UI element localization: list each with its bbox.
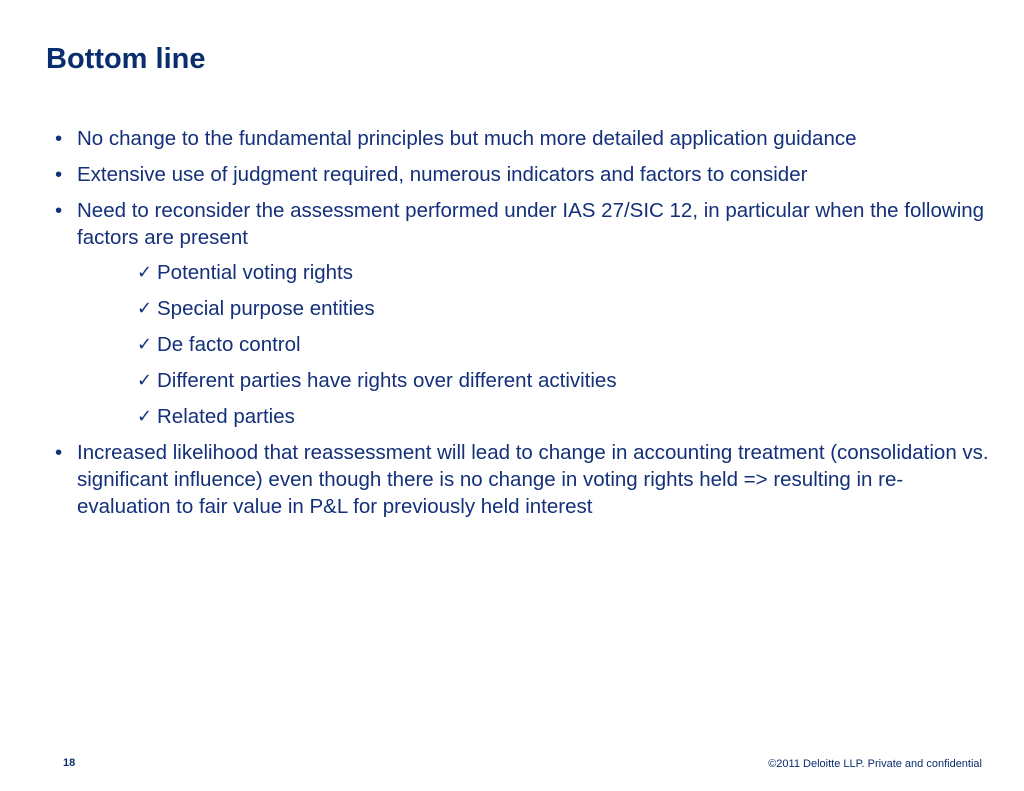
bullet-text: Extensive use of judgment required, numerous indicators and factors to consider — [77, 163, 808, 186]
checklist-text: Different parties have rights over different activities — [157, 369, 617, 392]
checklist-text: De facto control — [157, 333, 301, 356]
bullet-item — [55, 197, 990, 430]
checkmark-icon: ✓ — [137, 298, 153, 319]
checklist-item — [77, 331, 990, 358]
bullet-icon: • — [55, 163, 63, 186]
bullet-item — [55, 439, 990, 520]
checkmark-icon: ✓ — [137, 334, 153, 355]
bullet-item — [55, 161, 990, 188]
checklist-text: Related parties — [157, 405, 295, 428]
checklist — [77, 259, 990, 430]
bullet-icon: • — [55, 127, 63, 150]
bullet-text: No change to the fundamental principles but much more detailed application guidance — [77, 127, 857, 150]
checklist-item — [77, 367, 990, 394]
checklist-text: Potential voting rights — [157, 261, 354, 284]
bullet-text: Need to reconsider the assessment performed under IAS 27/SIC 12, in particular when the following factors are present — [77, 199, 985, 249]
checkmark-icon: ✓ — [137, 262, 153, 283]
checklist-item — [77, 259, 990, 286]
slide-title: Bottom line — [46, 43, 206, 75]
checkmark-icon: ✓ — [137, 370, 153, 391]
bullet-icon: • — [55, 441, 63, 464]
bullet-text: Increased likelihood that reassessment will lead to change in accounting treatment (consolidation vs. significant influence) even though there is no change in voting rights held => resulting in re-evaluation to fair value in P&L for previously held interest — [77, 441, 989, 518]
checklist-item — [77, 295, 990, 322]
checklist-text: Special purpose entities — [157, 297, 375, 320]
page-number: 18 — [63, 757, 76, 769]
bullet-icon: • — [55, 199, 63, 222]
bullet-item — [55, 125, 990, 152]
checklist-item — [77, 403, 990, 430]
bullet-list — [55, 125, 990, 529]
copyright-notice: ©2011 Deloitte LLP. Private and confidential — [768, 758, 982, 770]
checkmark-icon: ✓ — [137, 406, 153, 427]
